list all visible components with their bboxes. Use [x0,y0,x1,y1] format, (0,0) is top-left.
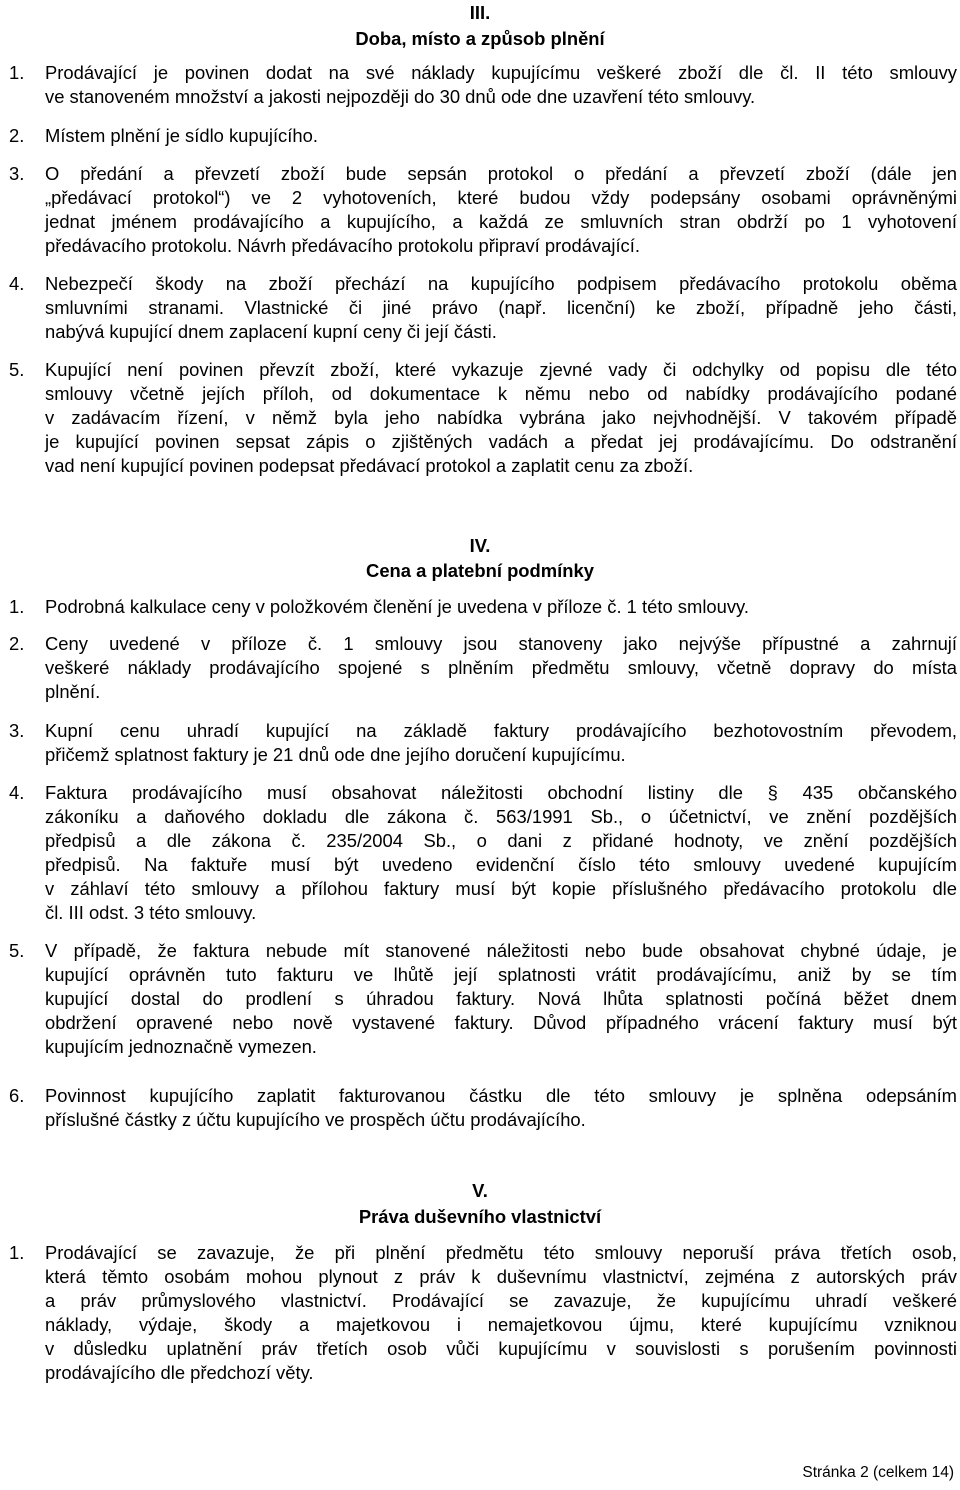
text-line: kupujícím jednoznačně vymezen. [45,1036,317,1057]
clause-text [45,124,957,148]
text-line: předpisů a dle zákona č. 235/2004 Sb., o dani z přidané hodnoty, ve znění pozdějších [45,830,957,851]
text-line: smlouvy včetně jejích příloh, od dokumentace k němu nebo od nabídky prodávajícího podané [45,383,957,404]
text-line: v záhlaví této smlouvy a přílohou faktury musí být kopie příslušného předávacího protokolu dle [45,878,957,899]
text-line: Prodávající je povinen dodat na své náklady kupujícímu veškeré zboží dle čl. II této smlouvy [45,62,957,83]
clause-number: 4. [9,273,25,294]
clause-text [45,632,957,704]
text-line: v důsledku uplatnění práv třetích osob vůči kupujícímu v souvislosti s porušením povinnosti [45,1338,957,1359]
section-iv [0,534,960,580]
clause-text [45,1241,957,1385]
text-line: příslušné částky z účtu kupujícího ve prospěch účtu prodávajícího. [45,1109,586,1130]
text-line: O předání a převzetí zboží bude sepsán protokol o předání a převzetí zboží (dále jen [45,163,957,184]
clause-text [45,61,957,109]
section-title: Práva duševního vlastnictví [358,1206,602,1227]
page-footer: Stránka 2 (celkem 14) [802,1464,954,1481]
text-line: ve stanoveném množství a jakosti nejpozději do 30 dnů ode dne uzavření této smlouvy. [45,86,756,107]
text-line: v zadávacím řízení, v němž byla jeho nabídka vybrána jako nejvhodnější. V takovém případě [45,407,957,428]
text-line: plnění. [45,681,101,702]
section-number: IV. [469,535,491,556]
section-iii [0,0,960,49]
text-line: „předávací protokol“) ve 2 vyhotoveních, které budou vždy podepsány osobami oprávněnými [45,187,957,208]
text-line: vad není kupující povinen podepsat předávací protokol a zaplatit cenu za zboží. [45,455,694,476]
text-line: předpisů. Na faktuře musí být uvedeno evidenční číslo této smlouvy uvedené kupujícím [45,854,957,875]
clause-text [45,595,957,619]
text-line: kupující dostal do prodlení s úhradou faktury. Nová lhůta splatnosti počíná běžet dnem [45,988,957,1009]
text-line: Podrobná kalkulace ceny v položkovém členění je uvedena v příloze č. 1 této smlouvy. [45,596,749,617]
text-line: prodávajícího dle předchozí věty. [45,1362,314,1383]
clause-text [45,781,957,925]
text-line: přičemž splatnost faktury je 21 dnů ode dne jejího doručení kupujícímu. [45,744,626,765]
text-line: Ceny uvedené v příloze č. 1 smlouvy jsou stanoveny jako nejvýše přípustné a zahrnují [45,633,957,654]
clause-text [45,939,957,1059]
clause-number: 5. [9,940,25,961]
text-line: Nebezpečí škody na zboží přechází na kupujícího podpisem předávacího protokolu oběma [45,273,957,294]
text-line: Kupující není povinen převzít zboží, které vykazuje zjevné vady či odchylky od popisu dle této [45,359,957,380]
clause-number: 4. [9,782,25,803]
text-line: Faktura prodávajícího musí obsahovat náležitosti obchodní listiny dle § 435 občanského [45,782,957,803]
section-number: V. [472,1180,488,1201]
clause-number: 2. [9,633,25,654]
section-title: Cena a platební podmínky [366,560,594,581]
clause-number: 2. [9,125,25,146]
clause-number: 3. [9,720,25,741]
clause-number: 5. [9,359,25,380]
text-line: předávacího protokolu. Návrh předávacího protokolu připraví prodávající. [45,235,640,256]
section-title: Doba, místo a způsob plnění [355,28,605,49]
text-line: je kupující povinen sepsat zápis o zjištěných vadách a předat jej prodávajícímu. Do odstranění [45,431,957,452]
text-line: a práv průmyslového vlastnictví. Prodávající se zavazuje, že kupujícímu uhradí veškeré [45,1290,957,1311]
text-line: Kupní cenu uhradí kupující na základě faktury prodávajícího bezhotovostním převodem, [45,720,957,741]
clause-number: 1. [9,1242,25,1263]
clause-number: 6. [9,1085,25,1106]
section-v [0,1179,960,1225]
text-line: smluvními stranami. Vlastnické či jiné právo (např. licenční) ke zboží, případně jeho části, [45,297,957,318]
section-number: III. [469,2,491,23]
clause-text [45,272,957,344]
text-line: V případě, že faktura nebude mít stanovené náležitosti nebo bude obsahovat chybné údaje, je [45,940,957,961]
clause-text [45,358,957,478]
clause-text [45,719,957,767]
text-line: veškeré náklady prodávajícího spojené s plněním předmětu smlouvy, včetně dopravy do místa [45,657,957,678]
text-line: nabývá kupující dnem zaplacení kupní ceny či její části. [45,321,497,342]
text-line: Povinnost kupujícího zaplatit fakturovanou částku dle této smlouvy je splněna odepsáním [45,1085,957,1106]
clause-number: 1. [9,62,25,83]
clause-number: 1. [9,596,25,617]
text-line: náklady, výdaje, škody a majetkovou i nemajetkovou újmu, které kupujícímu vzniknou [45,1314,957,1335]
clause-number: 3. [9,163,25,184]
text-line: jednat jménem prodávajícího a kupujícího, a každá ze smluvních stran obdrží po 1 vyhotovení [45,211,957,232]
text-line: Místem plnění je sídlo kupujícího. [45,125,318,146]
text-line: která těmto osobám mohou plynout z práv k duševnímu vlastnictví, zejména z autorských práv [45,1266,957,1287]
text-line: Prodávající se zavazuje, že při plnění předmětu této smlouvy neporuší práva třetích osob, [45,1242,957,1263]
text-line: obdržení opravené nebo nově vystavené faktury. Důvod případného vrácení faktury musí být [45,1012,957,1033]
clause-text [45,1084,957,1132]
text-line: kupující oprávněn tuto fakturu ve lhůtě její splatnosti vrátit prodávajícímu, aniž by se tím [45,964,957,985]
clause-text [45,162,957,258]
text-line: zákoníku a daňového dokladu dle zákona č. 563/1991 Sb., o účetnictví, ve znění pozdějších [45,806,957,827]
text-line: čl. III odst. 3 této smlouvy. [45,902,257,923]
